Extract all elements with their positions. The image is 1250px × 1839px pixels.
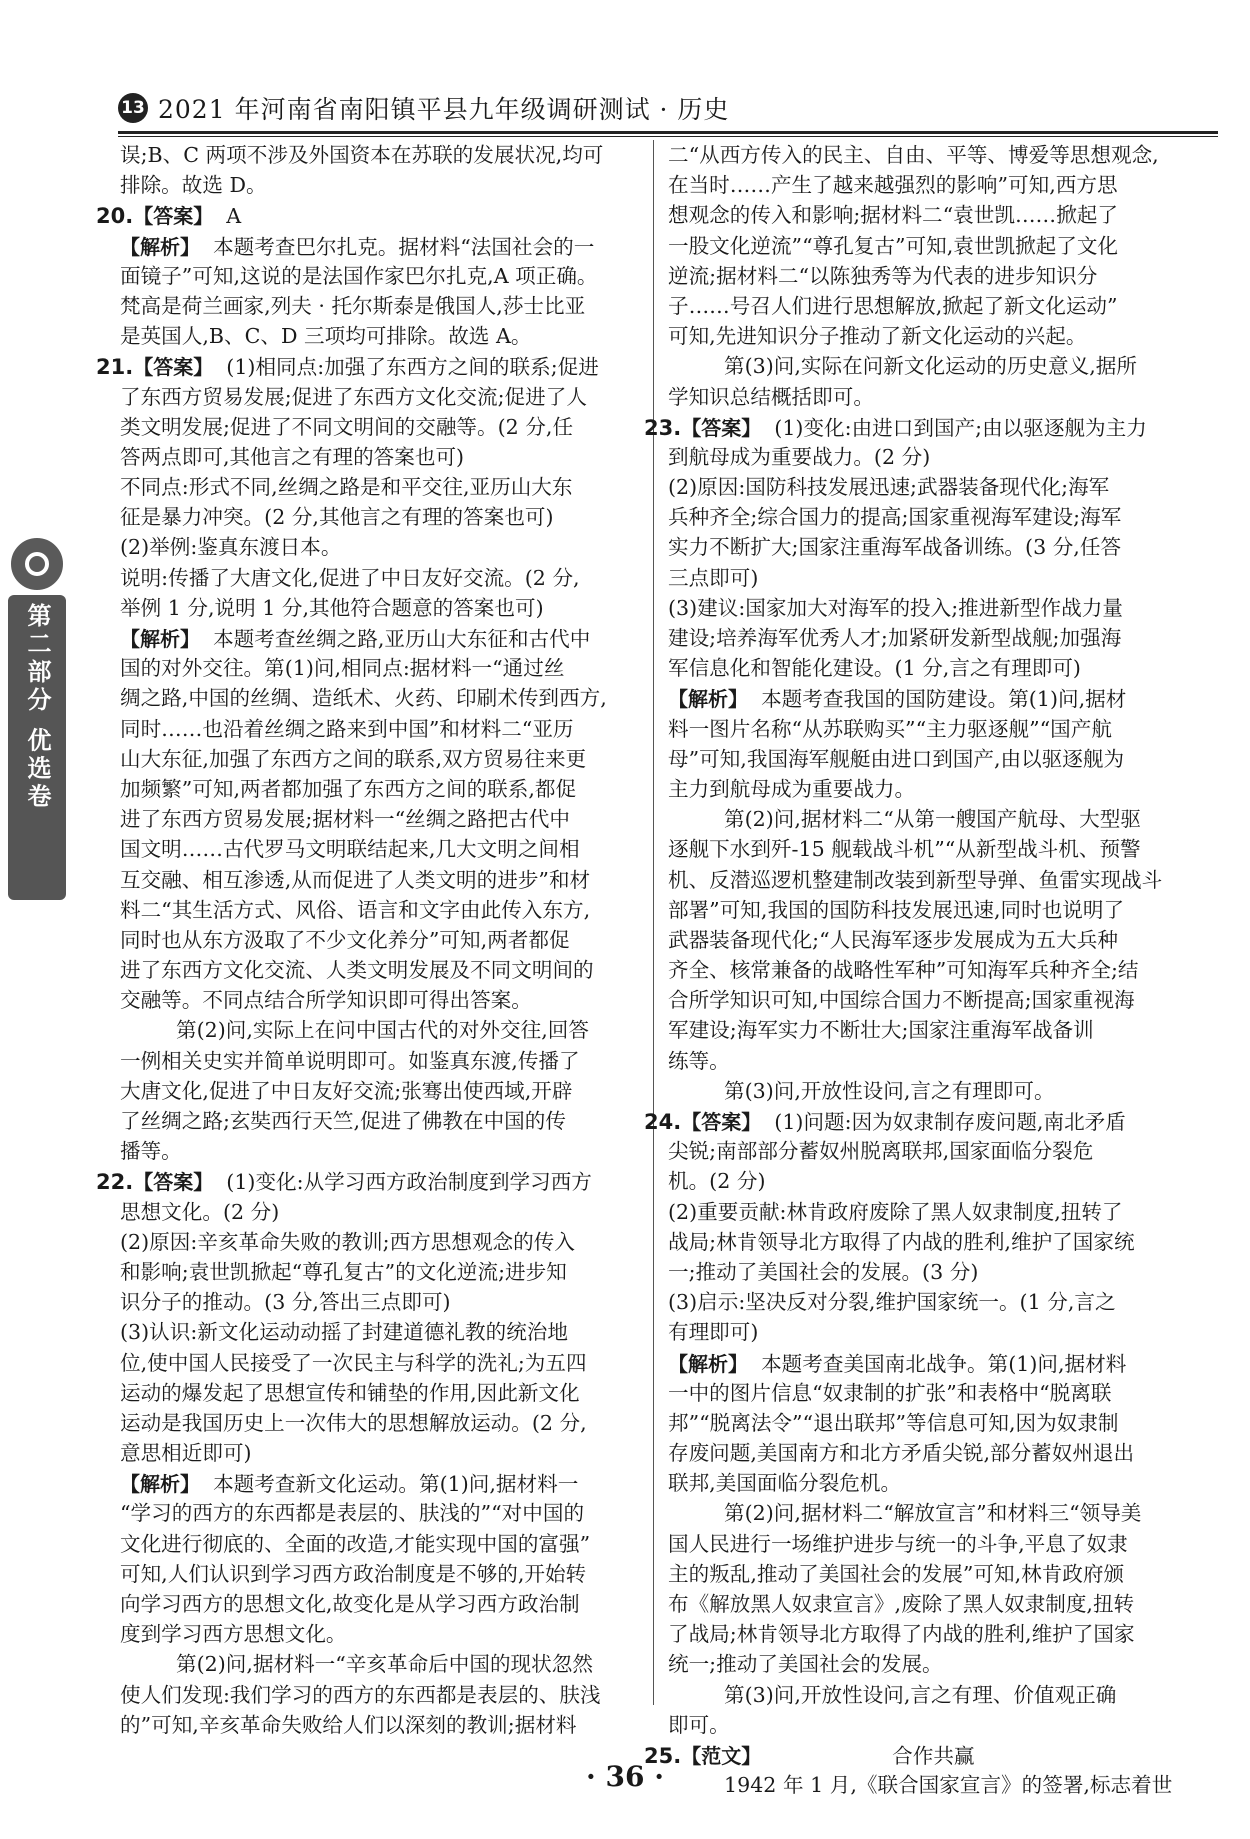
page-header xyxy=(118,88,1218,128)
line-text: 征是暴力冲突。(2 分,其他言之有理的答案也可) xyxy=(120,505,554,530)
text-line xyxy=(120,261,645,291)
text-line xyxy=(668,231,1193,261)
line-text: 子……号召人们进行思想解放,掀起了新文化运动” xyxy=(668,293,1118,318)
line-text: 运动的爆发起了思想宣传和铺垫的作用,因此新文化 xyxy=(120,1380,580,1405)
line-text: 了战局;林肯领导北方取得了内战的胜利,维护了国家 xyxy=(668,1622,1135,1647)
line-text: (2)举例:鉴真东渡日本。 xyxy=(120,535,342,560)
text-line xyxy=(120,1076,645,1106)
answer-tag: 【答案】 xyxy=(133,204,214,229)
text-line xyxy=(668,1559,1193,1589)
line-text: 料二“其生活方式、风俗、语言和文字由此传入东方, xyxy=(120,897,591,922)
line-text: 和影响;袁世凯掀起“尊孔复古”的文化逆流;进步知 xyxy=(120,1259,567,1284)
line-text: 同时也从东方汲取了不少文化养分”可知,两者都促 xyxy=(120,927,570,952)
text-line xyxy=(120,1498,645,1528)
text-line xyxy=(668,1227,1193,1257)
text-line xyxy=(120,653,645,683)
answer-tag: 【解析】 xyxy=(120,627,200,651)
line-text: 识分子的推动。(3 分,答出三点即可) xyxy=(120,1290,451,1315)
line-text: 即可。 xyxy=(668,1712,730,1737)
line-text: 的”可知,辛亥革命失败给人们以深刻的教训;据材料 xyxy=(120,1712,577,1737)
text-line xyxy=(120,1106,645,1136)
line-text: 面镜子”可知,这说的是法国作家巴尔扎克,A 项正确。 xyxy=(120,263,598,288)
text-line xyxy=(120,563,645,593)
text-line xyxy=(668,1498,1193,1528)
line-text: 大唐文化,促进了中日友好交流;张骞出使西域,开辟 xyxy=(120,1078,573,1103)
line-text: 第(2)问,据材料一“辛亥革命后中国的现状忽然 xyxy=(176,1652,593,1677)
line-text: 布《解放黑人奴隶宣言》,废除了黑人奴隶制度,扭转 xyxy=(668,1592,1135,1616)
text-line xyxy=(120,382,645,412)
line-text: 同时……也沿着丝绸之路来到中国”和材料二“亚历 xyxy=(120,716,574,741)
line-text: 举例 1 分,说明 1 分,其他符合题意的答案也可) xyxy=(120,595,544,620)
line-text: 尖锐;南部部分蓄奴州脱离联邦,国家面临分裂危 xyxy=(668,1139,1094,1164)
text-line xyxy=(120,623,645,653)
line-text: 交融等。不同点结合所学知识即可得出答案。 xyxy=(120,988,532,1013)
text-line xyxy=(96,351,645,381)
text-line xyxy=(120,442,645,472)
text-line xyxy=(120,895,645,925)
line-text: 使人们发现:我们学习的西方的东西都是表层的、肤浅 xyxy=(120,1682,601,1707)
line-text: 了丝绸之路;玄奘西行天竺,促进了佛教在中国的传 xyxy=(120,1109,566,1133)
line-text: (1)变化:由进口到国产;由以驱逐舰为主力 xyxy=(761,415,1147,440)
text-line xyxy=(668,744,1193,774)
line-text: 料一图片名称“从苏联购买”“主力驱逐舰”“国产航 xyxy=(668,716,1112,741)
line-text: 误;B、C 两项不涉及外国资本在苏联的发展状况,均可 xyxy=(120,143,604,167)
question-number: 23. xyxy=(644,415,682,440)
line-text: 学知识总结概括即可。 xyxy=(668,384,874,409)
text-line xyxy=(120,1317,645,1347)
text-line xyxy=(120,865,645,895)
text-line xyxy=(120,955,645,985)
text-line xyxy=(668,1619,1193,1649)
header-rule-thin xyxy=(118,136,1218,137)
line-text: 部署”可知,我国的国防科技发展迅速,同时也说明了 xyxy=(668,897,1125,922)
section-side-label: 第二部分 优选卷 xyxy=(23,603,51,812)
text-line xyxy=(668,140,1193,170)
question-number: 25. xyxy=(644,1743,682,1768)
text-line xyxy=(668,1076,1193,1106)
line-text: 国人民进行一场维护进步与统一的斗争,平息了奴隶 xyxy=(668,1531,1128,1556)
question-number: 22. xyxy=(96,1170,134,1195)
text-line xyxy=(668,1378,1193,1408)
line-text: 建设;培养海军优秀人才;加紧研发新型战舰;加强海 xyxy=(668,626,1122,650)
line-text: 第(3)问,实际在问新文化运动的历史意义,据所 xyxy=(724,354,1137,379)
line-text: 实力不断扩大;国家注重海军战备训练。(3 分,任答 xyxy=(668,535,1122,560)
line-text: 国的对外交往。第(1)问,相同点:据材料一“通过丝 xyxy=(120,656,565,681)
line-text: 说明:传播了大唐文化,促进了中日友好交流。(2 分, xyxy=(120,565,580,590)
line-text: (2)重要贡献:林肯政府废除了黑人奴隶制度,扭转了 xyxy=(668,1199,1123,1224)
line-text: (3)建议:国家加大对海军的投入;推进新型作战力量 xyxy=(668,595,1123,620)
line-text: 主力到航母成为重要战力。 xyxy=(668,776,916,801)
answer-tag: 【答案】 xyxy=(681,1110,762,1134)
text-line xyxy=(120,985,645,1015)
answer-tag: 【答案】 xyxy=(681,415,762,440)
text-line xyxy=(120,1227,645,1257)
text-line xyxy=(668,925,1193,955)
text-line xyxy=(120,714,645,744)
text-line xyxy=(668,714,1193,744)
text-line xyxy=(120,412,645,442)
answer-tag: 【范文】 xyxy=(681,1743,762,1768)
text-line xyxy=(120,804,645,834)
text-line xyxy=(668,865,1193,895)
text-line xyxy=(120,1468,645,1498)
text-line xyxy=(120,1378,645,1408)
text-line xyxy=(668,1015,1193,1045)
text-line xyxy=(120,774,645,804)
text-line xyxy=(668,653,1193,683)
line-text: 向学习西方的思想文化,故变化是从学习西方政治制 xyxy=(120,1592,580,1616)
text-line xyxy=(120,532,645,562)
text-line xyxy=(120,321,645,351)
line-text: 战局;林肯领导北方取得了内战的胜利,维护了国家统 xyxy=(668,1229,1135,1254)
text-line xyxy=(668,683,1193,713)
text-line xyxy=(668,1136,1193,1166)
chapter-badge: 13 xyxy=(118,93,148,123)
text-line xyxy=(668,170,1193,200)
line-text: 是英国人,B、C、D 三项均可排除。故选 A。 xyxy=(120,324,532,349)
text-line xyxy=(120,1015,645,1045)
line-text: 可知,先进知识分子推动了新文化运动的兴起。 xyxy=(668,324,1087,349)
text-line xyxy=(668,1710,1193,1740)
line-text: (1)问题:因为奴隶制存废问题,南北矛盾 xyxy=(761,1110,1126,1134)
text-line xyxy=(120,834,645,864)
answer-tag: 【答案】 xyxy=(133,1170,214,1195)
line-text: 一;推动了美国社会的发展。(3 分) xyxy=(668,1259,979,1284)
line-text: 有理即可) xyxy=(668,1320,759,1345)
text-line xyxy=(120,1408,645,1438)
line-text: 位,使中国人民接受了一次民主与科学的洗礼;为五四 xyxy=(120,1350,587,1375)
line-text: 邦”“脱离法令”“退出联邦”等信息可知,因为奴隶制 xyxy=(668,1410,1119,1435)
line-text: 加频繁”可知,两者都加强了东西方之间的联系,都促 xyxy=(120,776,577,801)
text-line xyxy=(668,442,1193,472)
line-text: 联邦,美国面临分裂危机。 xyxy=(668,1471,902,1496)
line-text: 第(2)问,实际上在问中国古代的对外交往,回答 xyxy=(176,1018,589,1043)
section-side-tab xyxy=(8,595,66,900)
answer-tag: 【答案】 xyxy=(133,355,214,380)
line-text: (2)原因:国防科技发展迅速;武器装备现代化;海军 xyxy=(668,475,1110,500)
line-text: 逐舰下水到歼-15 舰载战斗机”“从新型战斗机、预警 xyxy=(668,837,1141,862)
text-line xyxy=(120,1619,645,1649)
text-line xyxy=(668,1589,1193,1619)
line-text: 答两点即可,其他言之有理的答案也可) xyxy=(120,444,465,469)
text-line xyxy=(668,623,1193,653)
text-line xyxy=(668,261,1193,291)
text-line xyxy=(668,834,1193,864)
line-text: 不同点:形式不同,丝绸之路是和平交往,亚历山大东 xyxy=(120,475,573,500)
line-text: 进了东西方贸易发展;据材料一“丝绸之路把古代中 xyxy=(120,807,570,832)
text-line xyxy=(668,1287,1193,1317)
line-text: 合作共赢 xyxy=(761,1743,975,1768)
text-line xyxy=(668,382,1193,412)
text-line xyxy=(668,532,1193,562)
text-line xyxy=(668,593,1193,623)
text-line xyxy=(668,1257,1193,1287)
line-text: 山大东征,加强了东西方之间的联系,双方贸易往来更 xyxy=(120,746,587,771)
text-line xyxy=(668,1317,1193,1347)
text-line xyxy=(120,744,645,774)
left-column xyxy=(96,140,645,1737)
line-text: 可知,人们认识到学习西方政治制度是不够的,开始转 xyxy=(120,1561,587,1586)
text-line xyxy=(120,1438,645,1468)
text-line xyxy=(120,1136,645,1166)
text-line xyxy=(120,140,645,170)
line-text: 练等。 xyxy=(668,1048,730,1073)
line-text: 兵种齐全;综合国力的提高;国家重视海军建设;海军 xyxy=(668,505,1122,530)
column-divider xyxy=(653,140,654,1705)
line-text: (3)认识:新文化运动动摇了封建道德礼教的统治地 xyxy=(120,1320,568,1345)
text-line xyxy=(96,1166,645,1196)
line-text: 二“从西方传入的民主、自由、平等、博爱等思想观念, xyxy=(668,143,1159,167)
line-text: 想观念的传入和影响;据材料二“袁世凯……掀起了 xyxy=(668,203,1118,228)
text-line xyxy=(668,1680,1193,1710)
text-line xyxy=(668,291,1193,321)
text-line xyxy=(668,1408,1193,1438)
line-text: 逆流;据材料二“以陈独秀等为代表的进步知识分 xyxy=(668,263,1098,288)
line-text: (2)原因:辛亥革命失败的教训;西方思想观念的传入 xyxy=(120,1229,575,1254)
text-line xyxy=(668,895,1193,925)
line-text: 一中的图片信息“奴隶制的扩张”和表格中“脱离联 xyxy=(668,1380,1112,1405)
line-text: (1)变化:从学习西方政治制度到学习西方 xyxy=(213,1170,592,1195)
text-line xyxy=(668,351,1193,381)
text-line xyxy=(668,1197,1193,1227)
right-column xyxy=(644,140,1193,1798)
line-text: 了东西方贸易发展;促进了东西方文化交流;促进了人 xyxy=(120,384,587,409)
text-line xyxy=(668,1348,1193,1378)
answer-tag: 【解析】 xyxy=(668,1351,748,1376)
text-line xyxy=(120,1529,645,1559)
text-line xyxy=(120,291,645,321)
line-text: 本题考查新文化运动。第(1)问,据材料一 xyxy=(200,1472,579,1497)
line-text: 一股文化逆流”“尊孔复古”可知,袁世凯掀起了文化 xyxy=(668,233,1119,258)
line-text: 梵高是荷兰画家,列夫 · 托尔斯泰是俄国人,莎士比亚 xyxy=(120,293,586,318)
line-text: 第(2)问,据材料二“从第一艘国产航母、大型驱 xyxy=(724,807,1141,832)
line-text: 一例相关史实并简单说明即可。如鉴真东渡,传播了 xyxy=(120,1048,580,1073)
text-line xyxy=(120,231,645,261)
line-text: 到航母成为重要战力。(2 分) xyxy=(668,444,931,469)
text-line xyxy=(120,1589,645,1619)
text-line xyxy=(668,472,1193,502)
line-text: 国文明……古代罗马文明联结起来,几大文明之间相 xyxy=(120,837,580,862)
text-line xyxy=(120,683,645,713)
line-text: 本题考查我国的国防建设。第(1)问,据材 xyxy=(748,687,1127,712)
text-line xyxy=(668,563,1193,593)
page-number: · 36 · xyxy=(586,1760,664,1793)
line-text: 统一;推动了美国社会的发展。 xyxy=(668,1652,943,1677)
line-text: 意思相近即可) xyxy=(120,1441,252,1466)
text-line xyxy=(668,502,1193,532)
line-text: 排除。故选 D。 xyxy=(120,173,267,198)
line-text: 齐全、核常兼备的战略性军种”可知海军兵种齐全;结 xyxy=(668,958,1139,983)
text-line xyxy=(644,1106,1193,1136)
line-text: 军建设;海军实力不断壮大;国家注重海军战备训 xyxy=(668,1018,1094,1043)
text-line xyxy=(668,1046,1193,1076)
question-number: 20. xyxy=(96,204,134,229)
line-text: 度到学习西方思想文化。 xyxy=(120,1622,347,1647)
line-text: 机、反潜巡逻机整建制改装到新型导弹、鱼雷实现战斗 xyxy=(668,867,1163,892)
answer-tag: 【解析】 xyxy=(120,234,200,259)
text-line xyxy=(120,1257,645,1287)
text-line xyxy=(96,200,645,230)
line-text: 主的叛乱,推动了美国社会的发展”可知,林肯政府颁 xyxy=(668,1561,1125,1586)
text-line xyxy=(120,1046,645,1076)
header-rule xyxy=(118,131,1218,134)
line-text: 机。(2 分) xyxy=(668,1169,766,1194)
text-line xyxy=(668,1468,1193,1498)
text-line xyxy=(120,502,645,532)
line-text: 本题考查巴尔扎克。据材料“法国社会的一 xyxy=(200,234,595,259)
line-text: 本题考查美国南北战争。第(1)问,据材料 xyxy=(748,1351,1127,1376)
text-line xyxy=(668,1166,1193,1196)
line-text: 第(2)问,据材料二“解放宣言”和材料三“领导美 xyxy=(724,1501,1142,1526)
line-text: (3)启示:坚决反对分裂,维护国家统一。(1 分,言之 xyxy=(668,1290,1116,1315)
text-line xyxy=(668,200,1193,230)
question-number: 24. xyxy=(644,1110,682,1134)
text-line xyxy=(120,925,645,955)
line-text: 1942 年 1 月,《联合国家宣言》的签署,标志着世 xyxy=(724,1773,1173,1798)
line-text: 第(3)问,开放性设问,言之有理即可。 xyxy=(724,1078,1055,1103)
text-line xyxy=(668,1649,1193,1679)
target-icon xyxy=(8,535,66,593)
line-text: 存废问题,美国南方和北方矛盾尖锐,部分蓄奴州退出 xyxy=(668,1441,1135,1466)
text-line xyxy=(668,774,1193,804)
text-line xyxy=(120,1559,645,1589)
line-text: “学习的西方的东西都是表层的、肤浅的”“对中国的 xyxy=(120,1501,585,1526)
line-text: 文化进行彻底的、全面的改造,才能实现中国的富强” xyxy=(120,1531,591,1556)
line-text: 类文明发展;促进了不同文明间的交融等。(2 分,任 xyxy=(120,414,574,439)
line-text: 武器装备现代化;“人民海军逐步发展成为五大兵种 xyxy=(668,927,1118,952)
text-line xyxy=(668,1438,1193,1468)
text-line xyxy=(120,1287,645,1317)
text-line xyxy=(120,472,645,502)
line-text: 在当时……产生了越来越强烈的影响”可知,西方思 xyxy=(668,173,1118,198)
text-line xyxy=(120,1197,645,1227)
text-line xyxy=(668,1529,1193,1559)
line-text: 思想文化。(2 分) xyxy=(120,1199,280,1224)
question-number: 21. xyxy=(96,355,134,380)
line-text: A xyxy=(213,204,242,229)
line-text: 母”可知,我国海军舰艇由进口到国产,由以驱逐舰为 xyxy=(668,746,1125,771)
text-line xyxy=(120,1348,645,1378)
text-line xyxy=(120,1649,645,1679)
line-text: 绸之路,中国的丝绸、造纸术、火药、印刷术传到西方, xyxy=(120,686,607,711)
text-line xyxy=(120,593,645,623)
header-title: 2021 年河南省南阳镇平县九年级调研测试 · 历史 xyxy=(158,95,730,124)
text-line xyxy=(668,804,1193,834)
text-line xyxy=(668,955,1193,985)
line-text: 军信息化和智能化建设。(1 分,言之有理即可) xyxy=(668,656,1081,681)
text-line xyxy=(120,170,645,200)
line-text: (1)相同点:加强了东西方之间的联系;促进 xyxy=(213,355,599,380)
answer-tag: 【解析】 xyxy=(120,1472,200,1497)
line-text: 三点即可) xyxy=(668,565,759,590)
line-text: 本题考查丝绸之路,亚历山大东征和古代中 xyxy=(200,627,591,651)
line-text: 互交融、相互渗透,从而促进了人类文明的进步”和材 xyxy=(120,867,591,892)
text-line xyxy=(120,1680,645,1710)
text-line xyxy=(120,1710,645,1740)
text-line xyxy=(668,321,1193,351)
line-text: 第(3)问,开放性设问,言之有理、价值观正确 xyxy=(724,1682,1117,1707)
answer-tag: 【解析】 xyxy=(668,687,748,712)
line-text: 运动是我国历史上一次伟大的思想解放运动。(2 分, xyxy=(120,1410,587,1435)
line-text: 进了东西方文化交流、人类文明发展及不同文明间的 xyxy=(120,958,594,983)
line-text: 播等。 xyxy=(120,1139,182,1164)
text-line xyxy=(644,412,1193,442)
text-line xyxy=(668,985,1193,1015)
line-text: 合所学知识可知,中国综合国力不断提高;国家重视海 xyxy=(668,988,1135,1013)
